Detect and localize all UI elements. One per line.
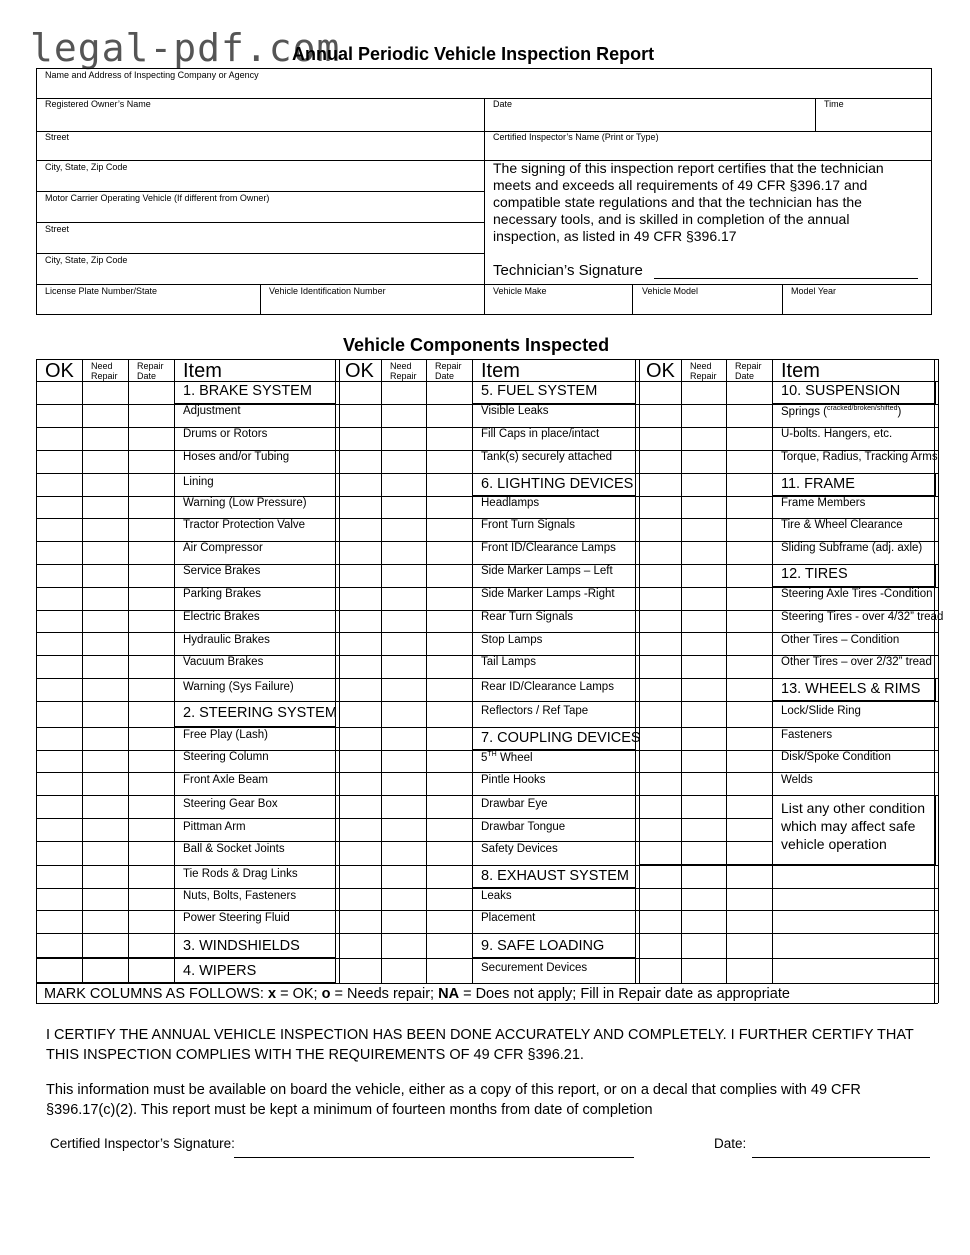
item-sliding-subframe: Sliding Subframe (adj. axle) <box>781 542 923 554</box>
header-item: Item <box>481 360 520 382</box>
item-front-clearance-lamps: Front ID/Clearance Lamps <box>481 542 616 554</box>
item-hoses-tubing: Hoses and/or Tubing <box>183 451 290 463</box>
item-pintle-hooks: Pintle Hooks <box>481 774 546 786</box>
item-welds: Welds <box>781 774 813 786</box>
header-item: Item <box>183 360 222 382</box>
city-field-1[interactable]: City, State, Zip Code <box>45 162 128 172</box>
item-front-turn-signals: Front Turn Signals <box>481 519 575 531</box>
section-frame: 11. FRAME <box>781 476 855 492</box>
item-side-marker-right: Side Marker Lamps -Right <box>481 588 615 600</box>
item-steering-tires-tread: Steering Tires - over 4/32” tread <box>781 611 944 623</box>
item-drawbar-tongue: Drawbar Tongue <box>481 821 566 833</box>
header-ok: OK <box>45 360 74 382</box>
item-disk-spoke: Disk/Spoke Condition <box>781 751 891 763</box>
item-tail-lamps: Tail Lamps <box>481 656 536 668</box>
city-field-2[interactable]: City, State, Zip Code <box>45 255 128 265</box>
page-title: Annual Periodic Vehicle Inspection Report <box>292 44 655 64</box>
item-fasteners: Fasteners <box>781 729 833 741</box>
item-warning-low-pressure: Warning (Low Pressure) <box>183 497 307 509</box>
technician-signature-label: Technician’s Signature <box>493 262 643 279</box>
components-title: Vehicle Components Inspected <box>343 335 610 355</box>
item-tractor-protection-valve: Tractor Protection Valve <box>183 519 306 531</box>
item-steering-gear-box: Steering Gear Box <box>183 798 278 810</box>
item-steering-axle-tires: Steering Axle Tires -Condition <box>781 588 933 600</box>
item-vacuum-brakes: Vacuum Brakes <box>183 656 264 668</box>
section-wheels-rims: 13. WHEELS & RIMS <box>781 681 921 697</box>
watermark: legal-pdf.com <box>30 26 341 70</box>
item-lock-slide-ring: Lock/Slide Ring <box>781 705 861 717</box>
item-placement: Placement <box>481 912 536 924</box>
item-other-tires-condition: Other Tires – Condition <box>781 634 900 646</box>
section-coupling-devices: 7. COUPLING DEVICES <box>481 730 641 746</box>
item-rear-clearance-lamps: Rear ID/Clearance Lamps <box>481 681 614 693</box>
section-brake-system: 1. BRAKE SYSTEM <box>183 383 312 399</box>
header-item: Item <box>781 360 820 382</box>
item-leaks: Leaks <box>481 890 512 902</box>
item-service-brakes: Service Brakes <box>183 565 261 577</box>
section-suspension: 10. SUSPENSION <box>781 383 901 399</box>
inspector-name-field[interactable]: Certified Inspector’s Name (Print or Type) <box>493 132 659 142</box>
item-frame-members: Frame Members <box>781 497 866 509</box>
item-headlamps: Headlamps <box>481 497 540 509</box>
inspector-signature-line[interactable] <box>234 1157 634 1158</box>
item-torque-arms: Torque, Radius, Tracking Arms <box>781 451 938 463</box>
item-securement-devices: Securement Devices <box>481 962 588 974</box>
other-conditions-label: List any other condition which may affect safe vehicle operation <box>781 800 925 852</box>
item-parking-brakes: Parking Brakes <box>183 588 261 600</box>
mark-instructions: MARK COLUMNS AS FOLLOWS: x = OK; o = Needs repair; NA = Does not apply; Fill in Repair date as appropriate <box>44 986 790 1002</box>
section-windshields: 3. WINDSHIELDS <box>183 938 300 954</box>
item-hydraulic-brakes: Hydraulic Brakes <box>183 634 270 646</box>
item-fill-caps: Fill Caps in place/intact <box>481 428 600 440</box>
street-field-2[interactable]: Street <box>45 224 70 234</box>
item-adjustment: Adjustment <box>183 405 241 417</box>
item-fifth-wheel: 5TH Wheel <box>481 751 533 764</box>
company-field[interactable]: Name and Address of Inspecting Company or Agency <box>45 70 259 80</box>
time-field[interactable]: Time <box>824 99 844 109</box>
item-other-tires-tread: Other Tires – over 2/32” tread <box>781 656 932 668</box>
date-line[interactable] <box>752 1157 930 1158</box>
section-safe-loading: 9. SAFE LOADING <box>481 938 605 954</box>
info-paragraph: This information must be available on board the vehicle, either as a copy of this report, or on a decal that complies with 49 CFR §396.17(c)(2). This report must be kept a minimum of fourteen months from date of completion <box>46 1082 861 1118</box>
item-reflectors: Reflectors / Ref Tape <box>481 705 589 717</box>
header-repair-date: Repair Date <box>435 361 462 381</box>
header-need-repair: Need Repair <box>390 361 417 381</box>
item-ball-socket-joints: Ball & Socket Joints <box>183 843 285 855</box>
item-tanks-attached: Tank(s) securely attached <box>481 451 613 463</box>
item-electric-brakes: Electric Brakes <box>183 611 260 623</box>
inspector-signature-label: Certified Inspector’s Signature: <box>50 1136 235 1151</box>
item-warning-sys-failure: Warning (Sys Failure) <box>183 681 294 693</box>
item-side-marker-left: Side Marker Lamps – Left <box>481 565 613 577</box>
item-lining: Lining <box>183 476 214 488</box>
model-year-field[interactable]: Model Year <box>791 286 837 296</box>
section-steering-system: 2. STEERING SYSTEM <box>183 705 337 721</box>
header-repair-date: Repair Date <box>137 361 164 381</box>
vehicle-make-field[interactable]: Vehicle Make <box>493 286 547 296</box>
certification-statement: The signing of this inspection report certifies that the technician meets and exceeds all requirements of 49 CFR §396.17 and compatible state regulations and that the technician has the necessary tools, and is skilled in completion of the annual inspection, as listed in 49 CFR §396.17 <box>493 160 884 244</box>
item-nuts-bolts: Nuts, Bolts, Fasteners <box>183 890 297 902</box>
item-rear-turn-signals: Rear Turn Signals <box>481 611 574 623</box>
item-tire-wheel-clearance: Tire & Wheel Clearance <box>781 519 903 531</box>
item-stop-lamps: Stop Lamps <box>481 634 543 646</box>
section-exhaust-system: 8. EXHAUST SYSTEM <box>481 868 629 884</box>
item-power-steering-fluid: Power Steering Fluid <box>183 912 290 924</box>
item-front-axle-beam: Front Axle Beam <box>183 774 269 786</box>
date-label: Date: <box>714 1136 747 1151</box>
header-ok: OK <box>646 360 675 382</box>
date-field[interactable]: Date <box>493 99 513 109</box>
item-steering-column: Steering Column <box>183 751 269 763</box>
item-u-bolts: U-bolts. Hangers, etc. <box>781 428 893 440</box>
owner-name-field[interactable]: Registered Owner’s Name <box>45 99 151 109</box>
item-pittman-arm: Pittman Arm <box>183 821 246 833</box>
item-air-compressor: Air Compressor <box>183 542 263 554</box>
section-lighting-devices: 6. LIGHTING DEVICES <box>481 476 634 492</box>
certification-paragraph: I CERTIFY THE ANNUAL VEHICLE INSPECTION HAS BEEN DONE ACCURATELY AND COMPLETELY. I FURTHER CERTIFY THAT THIS INSPECTION COMPLIES WITH THE REQUIREMENTS OF 49 CFR §396.21. <box>46 1027 914 1063</box>
item-drums-rotors: Drums or Rotors <box>183 428 268 440</box>
technician-signature-line[interactable] <box>654 278 918 279</box>
item-safety-devices: Safety Devices <box>481 843 558 855</box>
header-need-repair: Need Repair <box>690 361 717 381</box>
item-springs: Springs ($^{cracked/broken/shifted}$) <box>781 405 902 418</box>
header-repair-date: Repair Date <box>735 361 762 381</box>
item-visible-leaks: Visible Leaks <box>481 405 549 417</box>
header-ok: OK <box>345 360 374 382</box>
vehicle-model-field[interactable]: Vehicle Model <box>642 286 699 296</box>
section-tires: 12. TIRES <box>781 566 848 582</box>
item-free-play: Free Play (Lash) <box>183 729 269 741</box>
street-field-1[interactable]: Street <box>45 132 70 142</box>
section-wipers: 4. WIPERS <box>183 963 257 979</box>
motor-carrier-field[interactable]: Motor Carrier Operating Vehicle (If different from Owner) <box>45 193 270 203</box>
item-tie-rods: Tie Rods & Drag Links <box>183 868 298 880</box>
license-plate-field[interactable]: License Plate Number/State <box>45 286 158 296</box>
header-need-repair: Need Repair <box>91 361 118 381</box>
section-fuel-system: 5. FUEL SYSTEM <box>481 383 598 399</box>
item-drawbar-eye: Drawbar Eye <box>481 798 548 810</box>
vin-field[interactable]: Vehicle Identification Number <box>269 286 386 296</box>
